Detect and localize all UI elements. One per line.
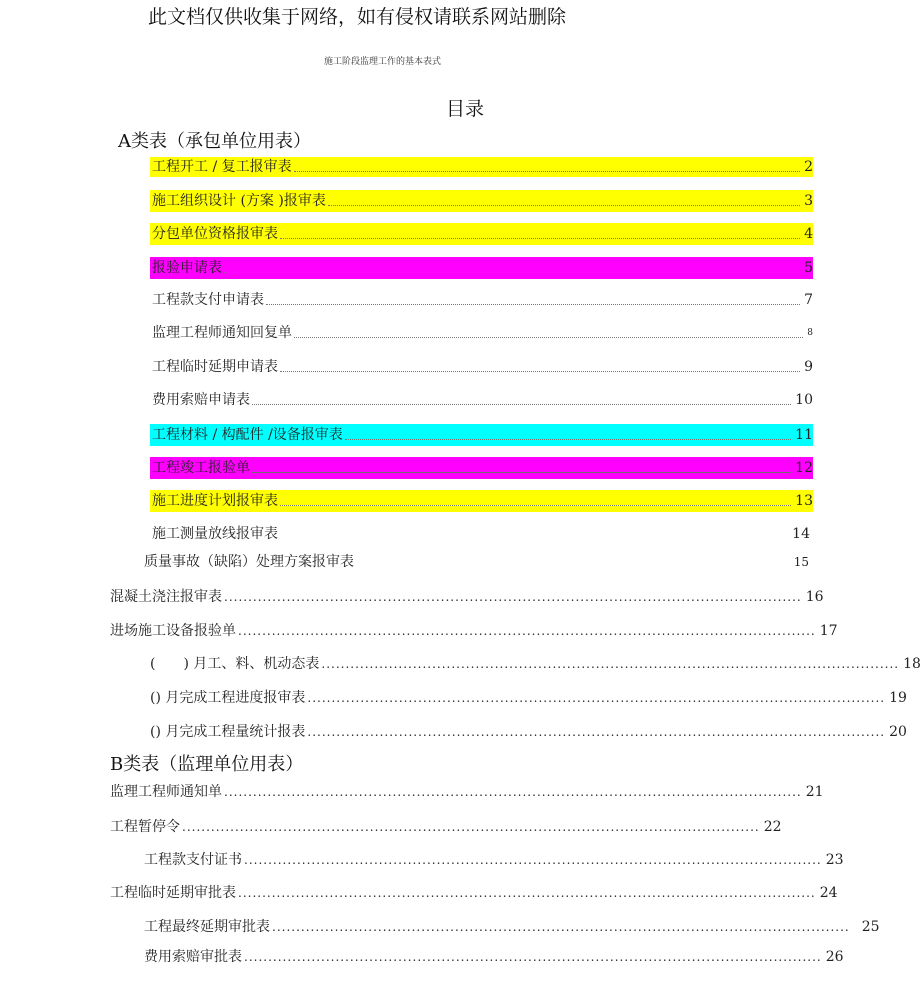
toc-entry[interactable]: [152, 426, 813, 444]
toc-entry-label: 质量事故（缺陷）处理方案报审表: [144, 554, 354, 570]
toc-entry-page: 13: [795, 493, 813, 509]
toc-entry-page: 10: [795, 392, 813, 408]
toc-entry-page: 7: [804, 292, 813, 308]
toc-entry[interactable]: [150, 689, 907, 707]
toc-entry[interactable]: [110, 884, 838, 902]
toc-entry[interactable]: [152, 192, 813, 210]
toc-entry-label: 工程款支付申请表: [152, 292, 264, 308]
toc-entry-label: 工程最终延期审批表: [144, 919, 270, 935]
dot-leader: ........................................................................................................................: [321, 657, 900, 671]
toc-entry-page: 8: [807, 328, 813, 338]
toc-entry-label: 施工进度计划报审表: [152, 493, 278, 509]
toc-entry-label: 施工组织设计 (方案 )报审表: [152, 193, 326, 209]
dot-leader: [252, 472, 791, 473]
toc-entry-label: 工程材料 / 构配件 /设备报审表: [152, 427, 343, 443]
toc-entry-label: 工程临时延期审批表: [110, 885, 236, 901]
dot-leader: [294, 337, 803, 338]
toc-entry-label: 工程临时延期申请表: [152, 359, 278, 375]
toc-entry-label: 工程款支付证书: [144, 852, 242, 868]
toc-entry-page: 12: [795, 460, 813, 476]
toc-entry[interactable]: [152, 492, 813, 510]
toc-entry-page: 25: [861, 919, 880, 935]
toc-entry-label: 工程开工 / 复工报审表: [152, 159, 292, 175]
toc-entry-page: 4: [804, 226, 813, 242]
toc-entry-label: 工程暂停令: [110, 819, 180, 835]
toc-entry-page: 24: [819, 885, 838, 901]
toc-entry-label: 分包单位资格报审表: [152, 226, 278, 242]
toc-entry-page: 22: [763, 819, 782, 835]
dot-leader: ........................................................................................................................: [224, 590, 802, 604]
dot-leader: [280, 371, 800, 372]
toc-entry[interactable]: [152, 225, 813, 243]
toc-entry-page: 16: [805, 589, 824, 605]
dot-leader: ........................................................................................................................: [244, 853, 822, 867]
toc-entry-page: 3: [804, 193, 813, 209]
toc-entry-page: 26: [825, 949, 844, 965]
toc-entry-label: 监理工程师通知单: [110, 784, 222, 800]
toc-entry-page: 9: [804, 359, 813, 375]
toc-entry[interactable]: [152, 291, 813, 309]
toc-entry-page: 18: [903, 656, 921, 672]
toc-entry-page: 20: [889, 724, 907, 740]
toc-entry[interactable]: [110, 783, 824, 801]
toc-entry-label: 费用索赔审批表: [144, 949, 242, 965]
toc-entry-label: ( ) 月工、料、机动态表: [150, 656, 320, 672]
toc-entry[interactable]: [144, 948, 844, 966]
toc-entry-page: 23: [825, 852, 844, 868]
toc-entry-label: 工程竣工报验单: [152, 460, 250, 476]
disclaimer-text: 此文档仅供收集于网络，如有侵权请联系网站删除: [148, 6, 567, 28]
toc-entry[interactable]: [152, 324, 813, 342]
dot-leader: ........................................................................................................................: [238, 624, 816, 638]
toc-entry-label: 混凝土浇注报审表: [110, 589, 222, 605]
toc-entry[interactable]: [152, 525, 810, 543]
section-a-heading: A类表（承包单位用表）: [118, 131, 311, 152]
dot-leader: ........................................................................................................................: [224, 785, 802, 799]
toc-entry[interactable]: [152, 158, 813, 176]
toc-entry[interactable]: [110, 622, 838, 640]
toc-title: 目录: [446, 98, 485, 120]
dot-leader: ........................................................................................................................: [307, 691, 886, 705]
toc-entry-label: 施工测量放线报审表: [152, 526, 278, 542]
toc-entry-page: 14: [792, 526, 810, 542]
toc-entry-page: 5: [804, 260, 813, 276]
toc-entry-page: 2: [804, 159, 813, 175]
toc-entry[interactable]: [150, 723, 907, 741]
toc-entry-label: () 月完成工程量统计报表: [150, 724, 306, 740]
toc-entry-label: 监理工程师通知回复单: [152, 325, 292, 341]
toc-entry-page: 17: [819, 623, 838, 639]
toc-entry[interactable]: [144, 918, 880, 936]
toc-entry-label: 报验申请表: [152, 260, 222, 276]
toc-entry-label: 进场施工设备报验单: [110, 623, 236, 639]
document-subtitle: 施工阶段监理工作的基本表式: [324, 57, 442, 67]
dot-leader: [345, 439, 791, 440]
dot-leader: [224, 272, 800, 273]
toc-entry-page: 21: [805, 784, 824, 800]
dot-leader: ........................................................................................................................: [244, 950, 822, 964]
toc-entry[interactable]: [144, 851, 844, 869]
dot-leader: [294, 171, 800, 172]
dot-leader: ........................................................................................................................: [182, 820, 760, 834]
toc-entry[interactable]: [152, 459, 813, 477]
toc-entry-label: 费用索赔申请表: [152, 392, 250, 408]
toc-entry[interactable]: [110, 818, 782, 836]
dot-leader: ........................................................................................................................: [238, 886, 816, 900]
toc-entry[interactable]: [152, 358, 813, 376]
toc-entry[interactable]: [110, 588, 824, 606]
toc-entry-page: 11: [795, 427, 813, 443]
dot-leader: [328, 205, 800, 206]
dot-leader: [280, 505, 791, 506]
dot-leader: ........................................................................................................................: [307, 725, 886, 739]
toc-entry-label: () 月完成工程进度报审表: [150, 690, 306, 706]
dot-leader: ........................................................................................................................: [272, 920, 850, 934]
toc-entry[interactable]: [152, 391, 813, 409]
dot-leader: [252, 404, 791, 405]
toc-entry[interactable]: [150, 655, 921, 673]
dot-leader: [266, 304, 800, 305]
toc-entry-page: 15: [793, 555, 809, 569]
section-b-heading: B类表（监理单位用表）: [110, 754, 304, 775]
toc-entry[interactable]: [152, 259, 813, 277]
dot-leader: [280, 238, 800, 239]
toc-entry-page: 19: [889, 690, 907, 706]
toc-entry[interactable]: [144, 553, 809, 571]
